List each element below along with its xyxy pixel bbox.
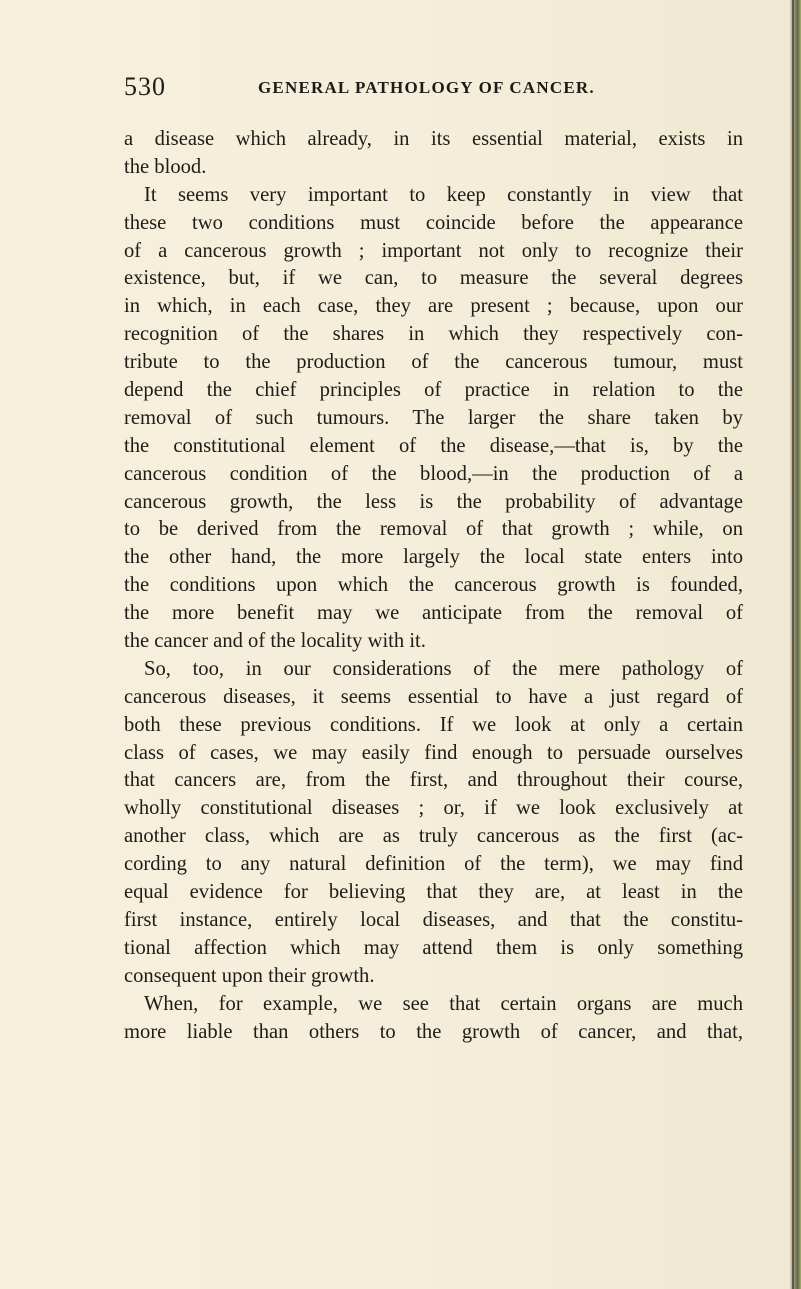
text-line: to be derived from the removal of that growth ; while, on — [124, 518, 743, 541]
text-line: another class, which are as truly cancerous as the first (ac- — [124, 825, 743, 848]
text-line: the blood. — [124, 155, 207, 178]
text-line: So, too, in our considerations of the mere pathology of — [144, 657, 743, 680]
text-line: in which, in each case, they are present ; because, upon our — [124, 295, 743, 318]
text-line: the constitutional element of the disease,—that is, by the — [124, 434, 743, 457]
text-line: When, for example, we see that certain organs are much — [144, 992, 743, 1015]
text-line: first instance, entirely local diseases, and that the constitu- — [124, 908, 743, 931]
text-line: a disease which already, in its essential material, exists in — [124, 128, 743, 150]
text-line: that cancers are, from the first, and throughout their course, — [124, 769, 743, 792]
text-line: the conditions upon which the cancerous growth is founded, — [124, 574, 743, 597]
text-line: more liable than others to the growth of cancer, and that, — [124, 1020, 743, 1043]
text-line: removal of such tumours. The larger the share taken by — [124, 406, 743, 429]
text-line: It seems very important to keep constantly in view that — [144, 183, 743, 206]
text-line: these two conditions must coincide before the appearance — [124, 211, 743, 234]
text-line: tional affection which may attend them is only something — [124, 936, 743, 959]
text-line: the more benefit may we anticipate from the removal of — [124, 602, 743, 625]
page-edge-binding — [790, 0, 801, 1289]
text-line: equal evidence for believing that they are, at least in the — [124, 881, 743, 904]
text-line: existence, but, if we can, to measure the several degrees — [124, 267, 743, 290]
running-head: GENERAL PATHOLOGY OF CANCER. — [258, 78, 595, 97]
page-number: 530 — [124, 72, 166, 101]
text-line: the other hand, the more largely the local state enters into — [124, 546, 743, 569]
text-line: cancerous growth, the less is the probability of advantage — [124, 490, 743, 513]
text-line: of a cancerous growth ; important not only to recognize their — [124, 239, 743, 262]
text-line: recognition of the shares in which they respectively con- — [124, 323, 743, 346]
text-line: depend the chief principles of practice in relation to the — [124, 379, 743, 402]
text-line: cording to any natural definition of the term), we may find — [124, 853, 743, 876]
page-header — [124, 72, 764, 112]
text-line: consequent upon their growth. — [124, 964, 375, 987]
text-line: both these previous conditions. If we look at only a certain — [124, 713, 743, 736]
text-line: cancerous diseases, it seems essential to have a just regard of — [124, 685, 743, 708]
text-line: cancerous condition of the blood,—in the production of a — [124, 462, 743, 485]
text-line: class of cases, we may easily find enough to persuade ourselves — [124, 741, 743, 764]
body-text — [124, 126, 743, 1046]
text-line: wholly constitutional diseases ; or, if we look exclusively at — [124, 797, 743, 820]
text-line: the cancer and of the locality with it. — [124, 630, 426, 653]
text-line: tribute to the production of the cancerous tumour, must — [124, 351, 743, 374]
